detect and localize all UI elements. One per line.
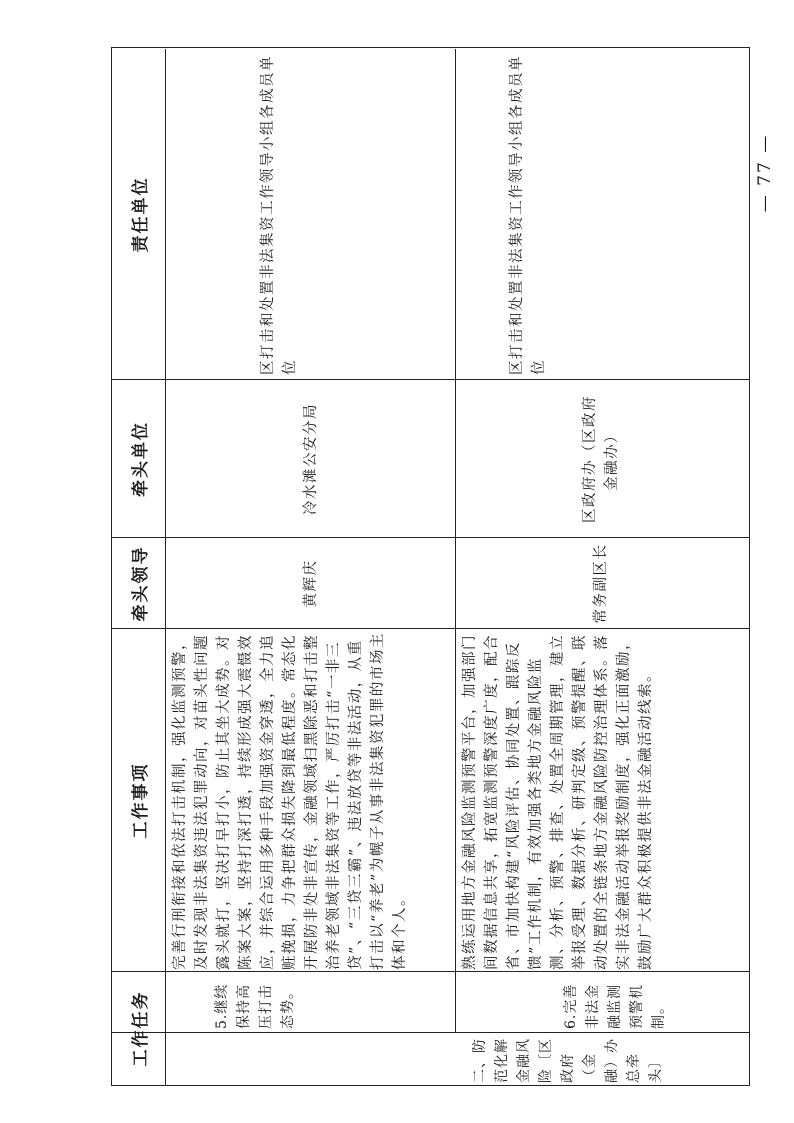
header-resp-unit: 责任单位 [131,176,151,253]
lead-unit-5: 冷水滩公安分局 [302,403,319,515]
work-task-table [111,47,750,1086]
work-item-5: 完善行刑衔接和依法打击机制，强化监测预警，及时发现非法集资违法犯罪动向，对苗头性问题露头就打，坚决打早打小，防止其坐大成势。对陈案大案，坚持打深打透，持续形成强大震慑效应，并综合运用多种手段加强资金穿透，全力追赃挽损，力争把群众损失降到最低程度。常态化开展防非处非宣传，金融领域扫黑除恶和打击整治养老领域非法集资等工作，严厉打击“一非三贷”、“三贷三霸”、违法放贷等非法活动，从重打击以“养老”为幌子从事非法集资犯罪的市场主体和个人。 [172,632,408,970]
resp-unit-5: 区打击和处置非法集资工作领导小组各成员单位 [260,55,298,375]
page-number: — 77 — [755,133,775,213]
divider [112,971,749,972]
header-item: 工作事项 [131,762,151,839]
subtask-6: 6.完善非法金融监测预警机制。 [563,983,667,1029]
header-task: 工作任务 [131,990,151,1067]
lead-unit-6: 区政府办（区政府金融办） [582,395,620,523]
lead-leader-5: 黄辉庆 [302,559,319,608]
work-item-6: 熟练运用地方金融风险监测预警平台，加强部门间数据信息共享，拓宽监测预警深度广度，配合省、市加快构建“风险评估、协同处置、跟踪反馈”工作机制，有效加强各类地方金融风险监测、分析、预警、排查、处置全周期管理，建立举报受理、数据分析、研判定级、预警提醒、联动处置的全链条地方金融风险防控治理体系。落实非法金融活动举报奖励制度，强化正面激励，鼓励广大群众积极提供非法金融活动线索。 [462,634,654,970]
divider [112,1032,749,1033]
resp-unit-6: 区打击和处置非法集资工作领导小组各成员单位 [509,55,547,375]
header-lead-leader: 牵头领导 [131,545,151,622]
lead-leader-6: 常务副区长 [593,543,609,624]
subtask-5: 5.继续保持高压打击态势。 [214,983,296,1029]
header-lead-unit: 牵头单位 [131,421,151,497]
category-label: 二、防范化解金融风险〔区政府（金融）办总牵头〕 [472,1038,664,1083]
